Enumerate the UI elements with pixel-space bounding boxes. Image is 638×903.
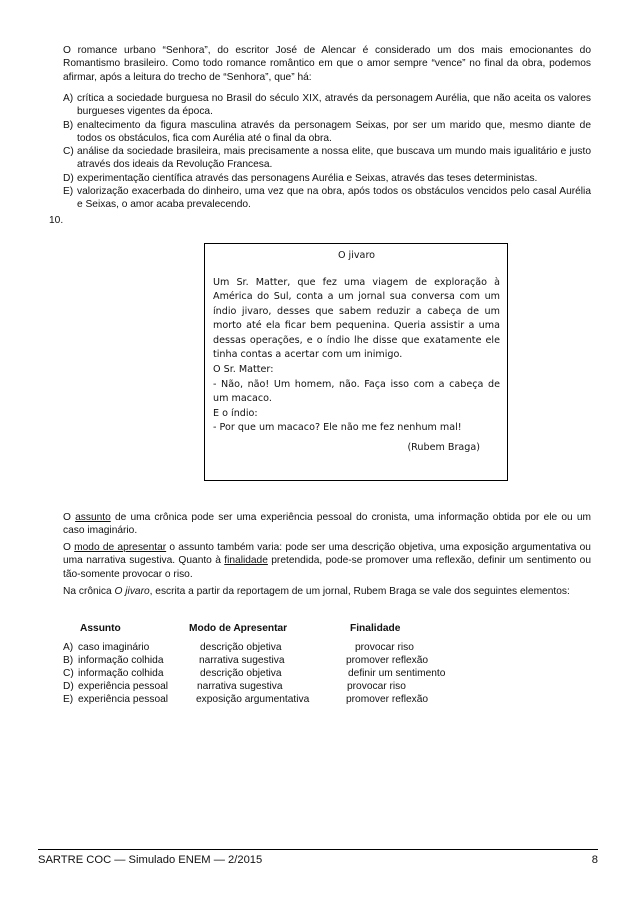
text-line: E o índio:	[213, 407, 258, 419]
option-text: valorização exacerbada do dinheiro, uma vez que na obra, após todos os obstáculos vencidos pelo casal Aurélia e Seixas, o amor acaba prevalecendo.	[77, 185, 591, 210]
option-d[interactable]	[63, 172, 591, 185]
table-header-finalidade: Finalidade	[350, 623, 401, 634]
question-10-number: 10.	[49, 215, 64, 226]
cell-finalidade: promover reflexão	[346, 694, 429, 705]
table-header-modo: Modo de Apresentar	[189, 623, 288, 634]
cell-assunto: informação colhida	[78, 668, 164, 679]
cell-modo: descrição objetiva	[200, 642, 282, 653]
paragraph-instruction	[63, 585, 591, 598]
text-box-o-jivaro	[204, 243, 508, 481]
option-letter: D)	[63, 172, 74, 184]
cell-assunto: experiência pessoal	[78, 694, 169, 705]
cell-modo: exposição argumentativa	[196, 694, 310, 705]
footer-label: SARTRE COC — Simulado ENEM — 2/2015	[38, 854, 263, 866]
cell-finalidade: promover reflexão	[346, 655, 429, 666]
page-number: 8	[591, 854, 598, 866]
option-text: crítica a sociedade burguesa no Brasil do século XIX, através da personagem Aurélia, que não aceita os valores burgueses vigentes da época.	[77, 93, 591, 118]
option-e[interactable]	[63, 185, 591, 212]
text-line: - Não, não! Um homem, não. Faça isso com a cabeça de um macaco.	[213, 378, 500, 405]
text-title: O jivaro	[337, 250, 376, 261]
option-c[interactable]	[63, 145, 591, 172]
option-letter: A)	[63, 93, 74, 104]
option-letter: E)	[63, 694, 74, 705]
cell-assunto: experiência pessoal	[78, 681, 169, 692]
cronica-title: O jivaro	[114, 586, 150, 597]
option-text: enaltecimento da figura masculina através da personagem Seixas, por ser um marido que, mesmo diante de todos os obstáculos, fica com Aurélia até o final da obra.	[77, 119, 591, 144]
text-segment: , escrita a partir da reportagem de um jornal, Rubem Braga se vale dos seguintes elementos:	[149, 586, 570, 597]
cell-modo: descrição objetiva	[200, 668, 282, 679]
term-finalidade: finalidade	[224, 555, 268, 567]
text-segment: o assunto também varia: pode ser uma descrição objetiva, uma exposição argumentativa ou uma narrativa sugestiva. Quanto à	[63, 542, 591, 567]
text-segment: de uma crônica pode ser uma experiência pessoal do cronista, uma informação obtida por ele ou um caso imaginário.	[63, 512, 591, 537]
option-letter: D)	[63, 681, 74, 692]
text-segment: O	[63, 512, 76, 523]
text-segment: Na crônica	[63, 586, 115, 597]
cell-finalidade: definir um sentimento	[348, 668, 446, 679]
text-segment: O	[63, 542, 75, 553]
option-letter: A)	[63, 642, 74, 653]
option-letter: E)	[63, 185, 74, 197]
cell-finalidade: provocar riso	[355, 642, 414, 653]
text-segment: pretendida, pode-se promover uma reflexão, definir um sentimento ou tão-somente provocar o riso.	[63, 555, 592, 580]
cell-modo: narrativa sugestiva	[197, 681, 283, 692]
cell-finalidade: provocar riso	[347, 681, 406, 692]
text-line: - Por que um macaco? Ele não me fez nenhum mal!	[213, 422, 462, 434]
option-letter: B)	[63, 655, 74, 666]
text-author: (Rubem Braga)	[407, 441, 480, 453]
text-body: Um Sr. Matter, que fez uma viagem de exploração à América do Sul, conta a um jornal sua conversa com um índio jivaro, desses que sabem reduzir a cabeça de um morto até ela ficar bem pequenina. Queria assistir a uma dessas operações, e o índio lhe disse que exatamente ele tinha contas a acertar com um inimigo.	[213, 276, 500, 361]
footer-divider	[38, 849, 598, 850]
text-line: O Sr. Matter:	[213, 364, 274, 376]
paragraph-assunto	[63, 511, 591, 538]
term-modo-de-apresentar: modo de apresentar	[74, 542, 167, 553]
option-a[interactable]	[63, 92, 591, 119]
option-letter: C)	[63, 146, 74, 157]
option-letter: B)	[63, 119, 74, 131]
table-header-assunto: Assunto	[80, 623, 121, 634]
option-b[interactable]	[63, 119, 591, 146]
cell-assunto: caso imaginário	[78, 642, 150, 653]
question-9-options	[63, 92, 591, 211]
option-text: análise da sociedade brasileira, mais precisamente a nossa elite, que buscava um mundo mais igualitário e justo através dos ideais da Revolução Francesa.	[77, 146, 591, 171]
paragraph-modo-finalidade	[63, 541, 591, 581]
option-letter: C)	[63, 668, 74, 679]
cell-assunto: informação colhida	[78, 655, 164, 666]
option-text: experimentação científica através das personagens Aurélia e Seixas, através das teses deterministas.	[77, 172, 538, 184]
question-9-stem: O romance urbano “Senhora”, do escritor José de Alencar é considerado um dos mais emocionantes do Romantismo brasileiro. Como todo romance romântico em que o amor sempre “vence” no final da obra, podemos afirmar, após a leitura do trecho de “Senhora”, que” há:	[63, 45, 591, 83]
term-assunto: assunto	[75, 512, 111, 523]
cell-modo: narrativa sugestiva	[199, 655, 285, 666]
